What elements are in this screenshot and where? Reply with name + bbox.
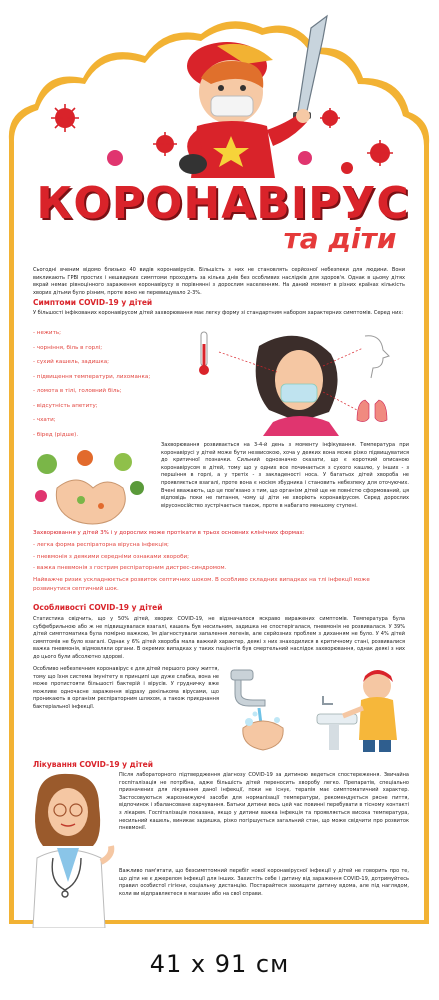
forms-list bbox=[33, 540, 405, 575]
features-paragraph: Статистика свідчить, що у 50% дітей, хворих COVID-19, не відзначалося яскраво виражених симптомів. Температура була субфебрильною або ж не підвищувалася взагалі, кашель був несильним, задишка не спостерігалася, пневмонія не розвивалася. У 39% дітей симптоматика була помірно важкою, їм діагностували запалення легенів, але серйозних проблем з диханням не було. У 4% дітей симптомів не було взагалі. Однак у 6% дітей хвороба мала важкий характер, деякі з них знаходилися в критичному стані, розвивалися важка пневмонія, відмовляли органи. В окремих випадках у таких пацієнтів був смертельний наслідок захворювання, однак деякі з них до цього були абсолютно здорові. bbox=[33, 616, 405, 660]
list-item: - чхати; bbox=[33, 417, 56, 423]
hand-washing-illustration bbox=[225, 664, 405, 754]
germs-on-hands-illustration bbox=[27, 448, 155, 528]
baby-paragraph: Особливо небезпечним коронавірус є для дітей першого року життя, тому що їхня система імунітету в принципі ще дуже слабка, вона не може протистояти більшості бактерій і вірусів. У грудничку вже можливе одночасне зараження відразу декількома вірусами, що проникають в організм респіраторним шляхом, а також приєднання бактеріальної інфекції. bbox=[33, 666, 219, 710]
lungs-icon bbox=[357, 400, 387, 422]
list-item: - підвищення температури, лихоманка; bbox=[33, 373, 151, 380]
forms-intro: Захворювання у дітей 3% і у дорослих може протікати в трьох основних клінічних формах: bbox=[33, 530, 305, 536]
list-item: - легка форма респіраторна вірусна інфекція; bbox=[33, 542, 169, 548]
boy-washing-hands-illustration bbox=[317, 670, 397, 752]
list-item: - сухий кашель, задишка; bbox=[33, 359, 110, 365]
spread-paragraph: Захворювання розвивається на 3-4-й день з моменту інфікування. Температура при коронавірусі у дітей може бути незвисокою, хоча у деяких вона може різко підвищуватися до критичної позначки. Сильний однозначно сказати, що є короткий описаною коронавірусом в дітей, тому що у одних все починається з сухого кашлю, у інших - з першіння в горлі, а у третіх - з закладеності носа. У багатьох дітей хвороба не проявляється взагалі, проте вона є носієм збудника і становить небезпеку для оточуючих. Вчені вважають, що це пов'язано з тим, що організм дітей ще не повністю сформований, ця відповідь поки не питання, чому ці діти не хворіють коронавірусом. Серед дорослих вірусоносійство зустрічається також, проте в набагато меншому ступені. bbox=[161, 442, 409, 509]
list-item: - важка пневмонія з гострим респіраторним дистрес-синдромом. bbox=[33, 565, 227, 571]
forms-outro: Найважче ризик ускладнюється розвиток септичних шоком. В особливо складних випадках на тлі інфекції може розвинутися септичний шок. bbox=[33, 577, 370, 592]
symptoms-header: Симптоми COVID-19 у дітей bbox=[33, 298, 153, 307]
treatment-paragraph-2: Важливо пам'ятати, що безсимптомний перебіг нової коронавірусної інфекції у дітей не говорить про те, що діти не є джерелом інфекції для інших. Захистіть себе і дитину від зараження COVID-19, дотримуйтесь правил особистої гігієни, соціальну дистанцію. Постарайтеся захищати дитину вдома, але під наглядом, коли ви відправляєтеся в магазин або на свої справи. bbox=[119, 868, 409, 897]
list-item: - нежить; bbox=[33, 330, 62, 336]
list-item: - ломота в тілі, головний біль; bbox=[33, 388, 122, 394]
doctor-illustration bbox=[19, 772, 115, 928]
faucet-icon bbox=[231, 670, 265, 706]
virus-decoration-group bbox=[5, 8, 433, 178]
washing-hands-icon bbox=[243, 712, 283, 751]
stand-size-label: 41 x 91 см bbox=[149, 950, 290, 978]
list-item: - чорніння, біль в горлі; bbox=[33, 344, 103, 351]
intro-paragraph: Сьогодні вченим відомо близько 40 видів коронавірусів. Більшість з них не становлять серйозної небезпеки для людини. Вони викликають ГРВІ простих і нешвидких симптоми проходять за кілька днів без особливих наслідків для здоров'я. Однак в цьому дітях вкрай немає рівноцінного зараження коронавірусу в порівнянні з дорослим населенням. На даний момент в різних країнах кількість хворих дітьми було різним, проте воно не перевищувало 2-3%. bbox=[33, 267, 405, 296]
symptoms-list bbox=[33, 326, 193, 442]
woman-with-mask-illustration bbox=[256, 336, 339, 436]
symptoms-intro: У більшості інфікованих коронавірусом дітей захворювання має легку форму зі стандартним набором характерних симптомів. Серед них: bbox=[33, 310, 404, 316]
treatment-header: Лікування COVID-19 у дітей bbox=[33, 760, 153, 769]
page-title: КОРОНАВІРУС bbox=[36, 178, 410, 229]
thermometer-icon bbox=[199, 332, 209, 375]
poster-stand bbox=[5, 8, 433, 928]
list-item: - відсутність апетиту; bbox=[33, 402, 98, 409]
treatment-paragraph-1: Після лабораторного підтвердження діагнозу COVID-19 за дитиною ведеться спостереження. Звичайна госпіталізація не потрібна, адже більшість дітей переносить хворобу легко. Препаратів, спеціально призначених для лікування даної інфекції, поки не існує, терапія має симптоматичний характер. Застосовуються жарознижуючі засоби для нормалізації температури, рекомендується рясне пиття, відпочинок і збалансоване харчування. Батьки дитини весь цей час повинні перебувати в тісному контакті з лікарем. Госпіталізація показана, якщо у дитини важка інфекція та проявляється висока температура, несильний кашель, виникає задишка, різко погіршується загальний стан, що може свідчити про розвиток пневмонії. bbox=[119, 772, 409, 832]
features-header: Особливості COVID-19 у дітей bbox=[33, 603, 163, 612]
list-item: - біред (рідше). bbox=[33, 431, 79, 438]
head-profile-icon bbox=[365, 336, 389, 378]
page-subtitle: та діти bbox=[283, 222, 397, 255]
symptoms-illustration bbox=[189, 326, 409, 436]
list-item: - пневмонія з деякими середніми ознаками хвороби; bbox=[33, 553, 190, 560]
